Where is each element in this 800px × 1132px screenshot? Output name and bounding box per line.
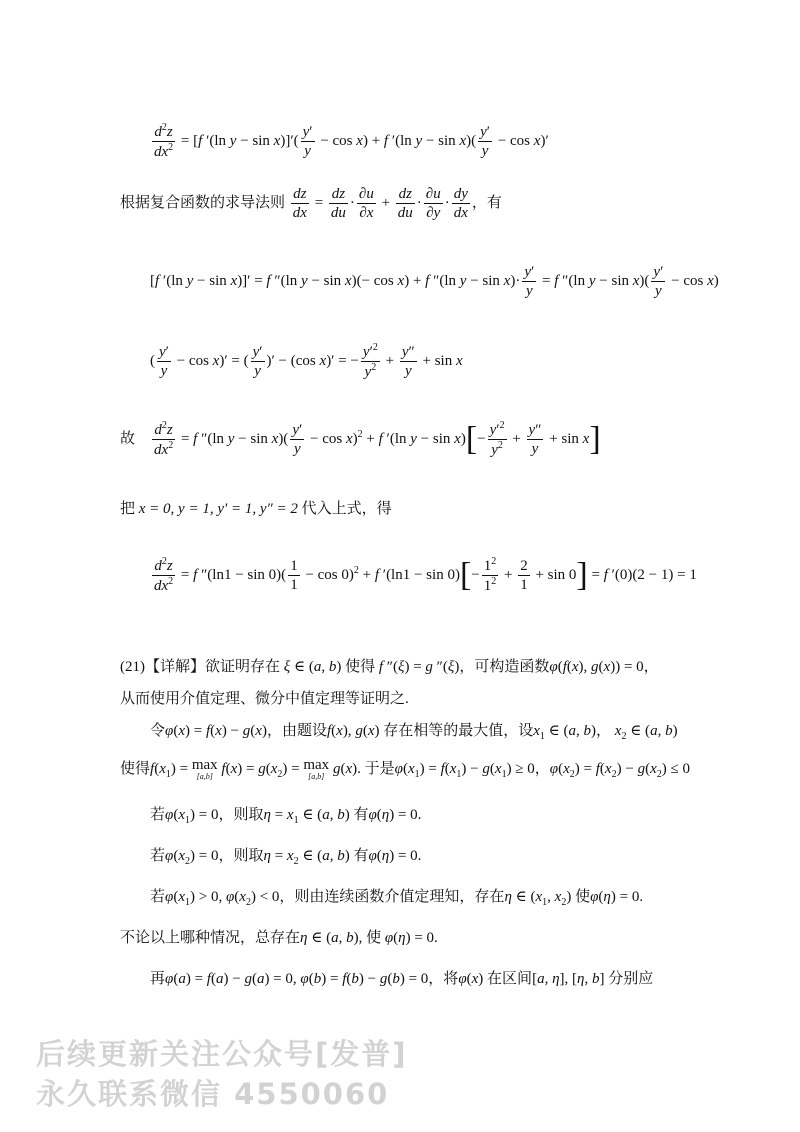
compound-rule-label: 根据复合函数的求导法则 bbox=[120, 194, 286, 211]
watermark bbox=[36, 1034, 408, 1114]
again-text-c: 在区间 bbox=[487, 971, 533, 987]
compound-rule-tail: ，有 bbox=[471, 194, 502, 211]
case2-text-a: 若 bbox=[150, 848, 166, 864]
problem-21-text-d: 从而使用介值定理、微分中值定理等证明之. bbox=[120, 691, 409, 707]
equation-derivative-f-prime: [f ′(ln y − sin x)]′ = f ″(ln y − sin x)(− cos x) + f ″(ln y − sin x)· $\frac{y'}{y}$ = f ″(ln y − sin x)( $\frac{y'}{y}$ − cos x) bbox=[150, 264, 719, 299]
problem-21-number: (21) bbox=[120, 659, 145, 675]
such-that-line: 使得$f(x_1)$ = max [a,b] $f(x) = g(x_2)$ = max [a,b] g(x). 于是$\varphi(x_1) = f(x_1) - g(x_1) \ge 0$，$\varphi(x_2) = f(x_2) - g(x_2) \le 0$ bbox=[120, 757, 690, 781]
again-text-b: ，将 bbox=[428, 971, 459, 987]
case2-text-b: ，则取 bbox=[218, 848, 264, 864]
case1-text-b: ，则取 bbox=[218, 807, 264, 823]
again-line: 再φ(a) = f(a) − g(a) = 0, φ(b) = f(b) − g(b) = 0，将φ(x) 在区间[a, η], [η, b] 分别应 bbox=[150, 971, 654, 987]
any-case-line: 不论以上哪种情况，总存在η ∈ (a, b), 使 φ(η) = 0. bbox=[120, 930, 438, 946]
again-text-a: 再 bbox=[150, 971, 166, 987]
problem-21-tag: 【详解】 bbox=[145, 659, 206, 675]
such-text-b: . 于是 bbox=[357, 760, 395, 777]
again-text-d: 分别应 bbox=[608, 971, 654, 987]
let-text-c: 存在相等的最大值，设 bbox=[383, 723, 534, 739]
problem-21-line: (21)【详解】欲证明存在 ξ ∈ (a, b) 使得 f ″(ξ) = g ″(ξ)，可构造函数φ(f(x), g(x)) = 0， bbox=[120, 659, 659, 675]
equation-derivative-ratio: ( $\frac{y'}{y}$ − cos x)′ = ( $\frac{y'}{y}$ )′ − (cos x)′ = − $\frac{y'^2}{y^2}$ + $\frac{y''}{y}$ + sin x bbox=[150, 342, 463, 380]
problem-21-line-2 bbox=[120, 690, 409, 708]
let-text-a: 令 bbox=[150, 723, 166, 739]
case-2-line: 若$\varphi(x_2) = 0$，则取$\eta = x_2$ ∈ (a, b) 有φ(η) = 0. bbox=[150, 848, 422, 867]
hence-label: 故 bbox=[120, 430, 136, 447]
case1-text-a: 若 bbox=[150, 807, 166, 823]
let-phi-line: 令φ(x) = f(x) − g(x)，由题设f(x), g(x) 存在相等的最大值，设$x_1$ ∈ (a, b)， $x_2$ ∈ (a, b) bbox=[150, 723, 678, 742]
equation-hence: 故 $\frac{d^2z}{dx^2}$ = f ″(ln y − sin x)( $\frac{y'}{y}$ − cos x)$^2$ + f ′(ln y − sin x)[− $\frac{y'^2}{y^2}$ + $\frac{y''}{y}$ + sin x] bbox=[120, 420, 601, 458]
equation-evaluated: $\frac{d^2z}{dx^2}$ = f ″(ln1 − sin 0)( $\frac{1}{1}$ − cos 0)$^2$ + f ′(ln1 − sin 0)[− $\frac{1^2}{1^2}$ + $\frac{2}{1}$ + sin 0] = f ′(0)(2 − 1) = 1 bbox=[154, 556, 697, 594]
watermark-line-1: 后续更新关注公众号[发普] bbox=[36, 1037, 408, 1071]
substitute-label: 把 bbox=[120, 501, 136, 517]
substitute-tail: 代入上式，得 bbox=[301, 501, 392, 517]
case1-text-c: 有 bbox=[353, 807, 369, 823]
problem-21-text-c: ，可构造函数 bbox=[459, 659, 550, 675]
problem-21-text-b: 使得 bbox=[345, 659, 376, 675]
case2-text-c: 有 bbox=[353, 848, 369, 864]
watermark-line-2: 永久联系微信 4550060 bbox=[36, 1077, 390, 1111]
problem-21-text-a: 欲证明存在 bbox=[205, 659, 281, 675]
compound-rule-line: 根据复合函数的求导法则 $\frac{dz}{dx}$ = $\frac{dz}{du}$ · $\frac{\partial u}{\partial x}$ + $\frac{dz}{du}$ · $\frac{\partial u}{\partial y}$ · $\frac{dy}{dx}$ ，有 bbox=[120, 186, 502, 221]
case3-text-a: 若 bbox=[150, 889, 166, 905]
let-text-b: ，由题设 bbox=[266, 723, 327, 739]
substitute-values: x = 0, y = 1, y′ = 1, y″ = 2 bbox=[138, 501, 298, 517]
case-1-line: 若$\varphi(x_1) = 0$，则取$\eta = x_1$ ∈ (a, b) 有φ(η) = 0. bbox=[150, 807, 422, 826]
case-3-line: 若$\varphi(x_1) > 0$, $\varphi(x_2) < 0$，则由连续函数介值定理知，存在η ∈ ($x_1$, $x_2$) 使φ(η) = 0. bbox=[150, 889, 644, 908]
such-text-a: 使得 bbox=[120, 760, 151, 777]
equation-second-derivative: $\frac{d^2z}{dx^2}$ = [f ′(ln y − sin x)]′( $\frac{y'}{y}$ − cos x) + f ′(ln y − sin x)( $\frac{y'}{y}$ − cos x)′ bbox=[154, 122, 549, 160]
any-case-text: 不论以上哪种情况，总存在 bbox=[120, 930, 301, 946]
case3-text-c: 使 bbox=[575, 889, 591, 905]
case3-text-b: ，则由连续函数介值定理知，存在 bbox=[279, 889, 505, 905]
substitute-line bbox=[120, 500, 392, 518]
